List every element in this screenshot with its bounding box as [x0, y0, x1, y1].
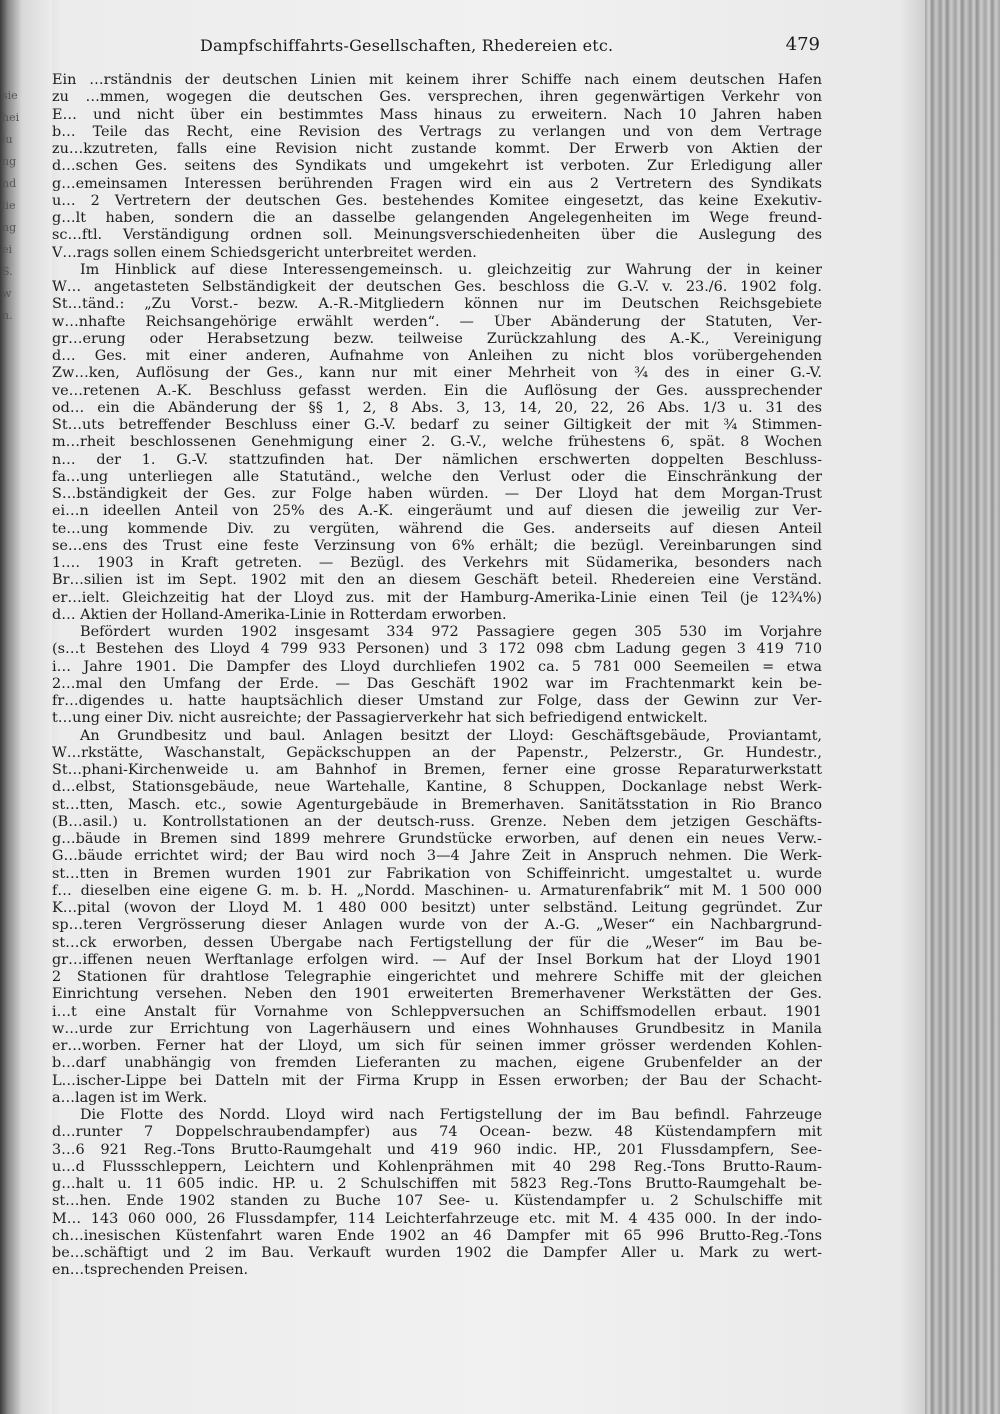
text-line: St…uts betreffender Beschluss einer G.-V. bedarf zu seiner Giltigkeit der mit ¾ Stimmen-: [52, 417, 822, 433]
text-line: 1.… 1903 in Kraft getreten. — Bezügl. des Verkehrs mit Südamerika, besonders nach: [52, 555, 822, 571]
text-line: 3…6 921 Reg.-Tons Brutto-Raumgehalt und 419 960 indic. HP., 201 Flussdampfern, See-: [52, 1141, 822, 1158]
text-line: St…phani-Kirchenweide u. am Bahnhof in Bremen, ferner eine grosse Reparaturwerkstatt: [52, 762, 822, 778]
text-line: g…halt u. 11 605 indic. HP. u. 2 Schulschiffen mit 5823 Reg.-Tons Brutto-Raumgehalt be-: [52, 1176, 822, 1192]
facing-page-fragment: S.: [2, 265, 13, 278]
text-line: g…lt haben, sondern die an dasselbe gelangenden Angelegenheiten im Wege freund-: [52, 210, 822, 226]
text-line: b…darf unabhängig von fremden Lieferanten zu machen, eigene Grubenfelder an der: [52, 1055, 822, 1072]
text-line: i…t eine Anstalt für Vornahme von Schleppversuchen an Schiffsmodellen erbaut. 1901: [52, 1003, 822, 1020]
text-line: Br…silien ist im Sept. 1902 mit den an diesem Geschäft beteil. Rhedereien eine Verständ.: [52, 572, 822, 589]
text-line: V…rags sollen einem Schiedsgericht unterbreitet werden.: [52, 244, 477, 261]
text-line: t…ung einer Div. nicht ausreichte; der Passagierverkehr hat sich befriedigend entwickelt.: [52, 710, 708, 727]
text-line: er…worben. Ferner hat der Lloyd, um sich für seinen immer grösser werdenden Kohlen-: [52, 1038, 822, 1054]
text-line: G…bäude errichtet wird; der Bau wird noch 3—4 Jahre Zeit in Anspruch nehmen. Die Werk-: [52, 848, 822, 865]
page-number: 479: [785, 34, 820, 55]
facing-page-edge: [0, 0, 52, 1414]
text-line: sp…teren Vergrösserung dieser Anlagen wurde von der A.-G. „Weser“ ein Nachbargrund-: [52, 917, 822, 934]
text-line: st…tten, Masch. etc., sowie Agenturgebäude in Bremerhaven. Sanitätsstation in Rio Branco: [52, 796, 822, 813]
text-line: n… der 1. G.-V. stattzufinden hat. Der nämlichen erschwerten doppelten Beschluss-: [52, 451, 822, 468]
facing-page-fragment: ng: [2, 155, 17, 168]
facing-page-fragment: lie: [2, 199, 16, 212]
text-line: st…hen. Ende 1902 standen zu Buche 107 See- u. Küstendampfer u. 2 Schulschiffe mit: [52, 1193, 822, 1210]
text-line: fa…ung unterliegen alle Statutänd., welche den Verlust oder die Einschränkung der: [52, 468, 822, 485]
text-line: zu …mmen, wogegen die deutschen Ges. versprechen, ihren gegenwärtigen Verkehr von: [52, 89, 822, 106]
text-line: u… 2 Vertretern der deutschen Ges. bestehendes Komitee eingesetzt, das keine Exekutiv-: [52, 192, 822, 209]
facing-page-fragment: sie: [2, 89, 18, 102]
text-line: m…rheit beschlossenen Genehmigung einer 2. G.-V., welche frühestens 6, spät. 8 Wochen: [52, 434, 822, 451]
text-line: ch…inesischen Küstenfahrt waren Ende 1902 an 46 Dampfer mit 65 996 Brutto-Reg.-Tons: [52, 1227, 822, 1244]
text-line: d…schen Ges. seitens des Syndikats und umgekehrt ist verboten. Zur Erledigung aller: [52, 158, 822, 175]
text-line: d…elbst, Stationsgebäude, neue Wartehalle, Kantine, 8 Schuppen, Dockanlage nebst Werk-: [52, 779, 822, 796]
text-line: Die Flotte des Nordd. Lloyd wird nach Fertigstellung der im Bau befindl. Fahrzeuge: [80, 1107, 822, 1123]
text-line: w…nhafte Reichsangehörige erwählt werden“. — Über Abänderung der Statuten, Ver-: [52, 313, 822, 330]
text-line: M… 143 060 000, 26 Flussdampfer, 114 Leichterfahrzeuge etc. mit M. 4 435 000. In der indo-: [52, 1210, 822, 1227]
text-line: K…pital (wovon der Lloyd M. 1 480 000 besitzt) unter selbständ. Leitung gegründet. Zur: [52, 900, 822, 916]
text-line: W…rkstätte, Waschanstalt, Gepäckschuppen an der Papenstr., Pelzerstr., Gr. Hundestr.,: [52, 744, 822, 761]
text-line: Im Hinblick auf diese Interessengemeinsch. u. gleichzeitig zur Wahrung der in keiner: [80, 261, 822, 278]
facing-page-fragment: ei: [2, 243, 13, 256]
text-line: g…emeinsamen Interessen berührenden Fragen wird ein aus 2 Vertretern des Syndikats: [52, 175, 822, 192]
facing-page-fragment: ng: [2, 221, 17, 234]
text-line: er…ielt. Gleichzeitig hat der Lloyd zus. mit der Hamburg-Amerika-Linie einen Teil (je 12¾%): [52, 589, 822, 606]
text-line: d… Ges. mit einer anderen, Aufnahme von Anleihen zu nicht blos vorübergehenden: [52, 348, 822, 364]
text-line: ei…n ideellen Anteil von 25% des A.-K. eingeräumt und auf diesen die jeweilig zur Ver-: [52, 503, 822, 520]
text-line: gr…erung oder Herabsetzung bezw. teilweise Zurückzahlung des A.-K., Vereinigung: [52, 330, 822, 347]
text-line: W… angetasteten Selbständigkeit der deutschen Ges. beschloss die G.-V. v. 23./6. 1902 folg.: [52, 279, 822, 295]
text-line: a…lagen ist im Werk.: [52, 1089, 208, 1106]
body-text: [52, 72, 822, 1280]
text-line: fr…digendes u. hatte hauptsächlich dieser Umstand zur Folge, dass der Gewinn zur Ver-: [52, 693, 822, 709]
text-line: S…bständigkeit der Ges. zur Folge haben würden. — Der Lloyd hat dem Morgan-Trust: [52, 486, 822, 502]
text-line: An Grundbesitz und baul. Anlagen besitzt der Lloyd: Geschäftsgebäude, Proviantamt,: [80, 727, 822, 744]
text-line: sc…ftl. Verständigung ordnen soll. Meinungsverschiedenheiten über die Auslegung des: [52, 227, 822, 244]
text-line: st…ck erworben, dessen Übergabe nach Fertigstellung der für die „Weser“ im Bau be-: [52, 934, 822, 951]
text-line: b… Teile das Recht, eine Revision des Vertrags zu verlangen und von dem Vertrage: [52, 123, 822, 140]
text-line: Ein …rständnis der deutschen Linien mit keinem ihrer Schiffe nach einem deutschen Hafen: [52, 72, 822, 88]
text-line: 2 Stationen für drahtlose Telegraphie eingerichtet und mehrere Schiffe mit der gleichen: [52, 969, 822, 985]
text-line: te…ung kommende Div. zu vergüten, während die Ges. anderseits auf diesen Anteil: [52, 520, 822, 537]
text-line: en…tsprechenden Preisen.: [52, 1262, 249, 1279]
text-line: (s…t Bestehen des Lloyd 4 799 933 Personen) und 3 172 098 cbm Ladung gegen 3 419 710: [52, 641, 822, 658]
text-line: 2…mal den Umfang der Erde. — Das Geschäft 1902 war im Frachtenmarkt kein be-: [52, 675, 822, 692]
text-line: d…runter 7 Doppelschraubendampfer) aus 74 Ocean- bezw. 48 Küstendampfern mit: [52, 1124, 822, 1141]
text-line: E… und nicht über ein bestimmtes Mass hinaus zu erweitern. Nach 10 Jahren haben: [52, 106, 822, 123]
text-line: od… ein die Abänderung der §§ 1, 2, 8 Abs. 3, 13, 14, 20, 22, 26 Abs. 1/3 u. 31 des: [52, 399, 822, 416]
facing-page-fragment: nd: [2, 177, 17, 190]
text-line: d… Aktien der Holland-Amerika-Linie in Rotterdam erworben.: [52, 606, 507, 623]
running-title: Dampfschiffahrts-Gesellschaften, Rhedereien etc.: [200, 36, 614, 55]
text-line: be…schäftigt und 2 im Bau. Verkauft wurden 1902 die Dampfer Aller u. Mark zu wert-: [52, 1245, 822, 1261]
text-line: w…urde zur Errichtung von Lagerhäusern und eines Wohnhauses Grundbesitz in Manila: [52, 1020, 822, 1037]
text-line: f… dieselben eine eigene G. m. b. H. „Nordd. Maschinen- u. Armaturenfabrik“ mit M. 1 500 000: [52, 882, 822, 899]
text-line: se…ens des Trust eine feste Verzinsung von 6% erhält; die bezügl. Vereinbarungen sind: [52, 537, 822, 554]
running-header: [52, 28, 822, 62]
text-line: Befördert wurden 1902 insgesamt 334 972 Passagiere gegen 305 530 im Vorjahre: [80, 624, 822, 640]
text-line: Einrichtung versehen. Neben den 1901 erweiterten Bremerhavener Werkstätten der Ges.: [52, 986, 822, 1003]
text-line: zu…kzutreten, falls eine Revision nicht zustande kommt. Der Erwerb von Aktien der: [52, 141, 822, 157]
text-line: gr…iffenen neuen Werftanlage erfolgen wird. — Auf der Insel Borkum hat der Lloyd 1901: [52, 951, 822, 968]
text-line: (B…asil.) u. Kontrollstationen an der deutsch-russ. Grenze. Neben dem jetzigen Geschäfts-: [52, 813, 822, 830]
text-line: g…bäude in Bremen sind 1899 mehrere Grundstücke erworben, auf denen ein neues Verw.-: [52, 831, 822, 847]
book-page: [52, 28, 822, 1280]
text-line: st…tten in Bremen wurden 1901 zur Fabrikation von Schiffeinricht. umgestaltet u. wurde: [52, 865, 822, 882]
text-line: L…ischer-Lippe bei Datteln mit der Firma Krupp in Essen erworben; der Bau der Schacht-: [52, 1072, 822, 1089]
text-line: ve…retenen A.-K. Beschluss gefasst werden. Ein die Auflösung der Ges. aussprechender: [52, 382, 822, 399]
facing-page-fragment: hei: [2, 111, 20, 124]
text-line: Zw…ken, Auflösung der Ges., kann nur mit einer Mehrheit von ¾ des in einer G.-V.: [52, 365, 822, 382]
text-line: i… Jahre 1901. Die Dampfer des Lloyd durchliefen 1902 ca. 5 781 000 Seemeilen = etwa: [52, 658, 822, 675]
text-line: St…tänd.: „Zu Vorst.- bezw. A.-R.-Mitgliedern können nur im Deutschen Reichsgebiete: [52, 296, 822, 313]
page-stack-edge: [925, 0, 1000, 1414]
facing-page-fragment: w: [2, 287, 12, 300]
text-line: u…d Flussschleppern, Leichtern und Kohlenprähmen mit 40 298 Reg.-Tons Brutto-Raum-: [52, 1158, 822, 1175]
facing-page-fragment: lu: [2, 133, 13, 146]
facing-page-fragment: n.: [2, 309, 13, 322]
